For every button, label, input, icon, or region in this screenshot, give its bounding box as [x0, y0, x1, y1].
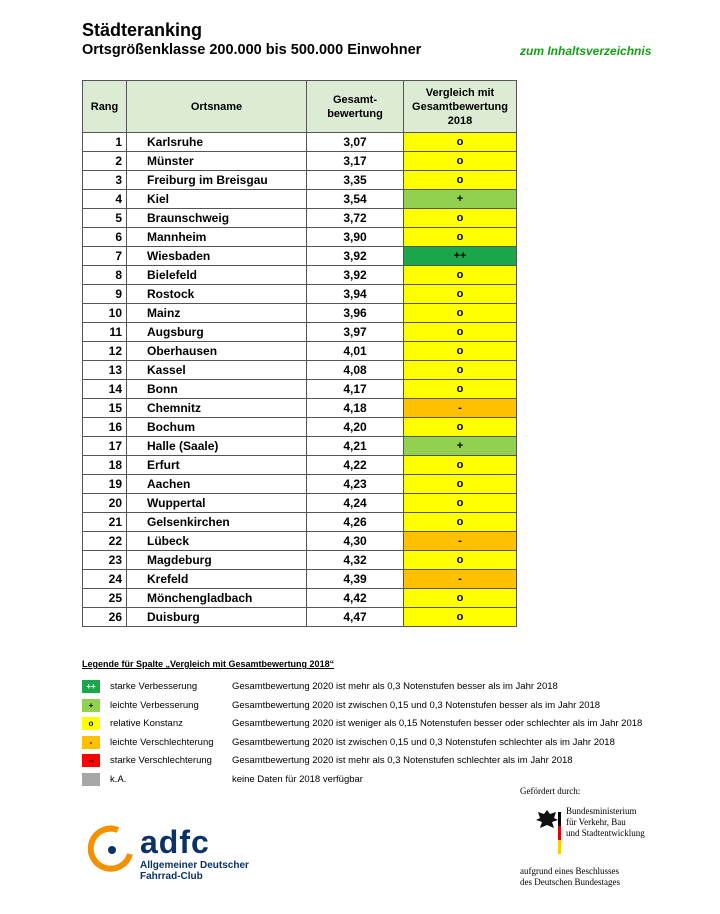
city-name-cell: Wuppertal: [127, 494, 307, 513]
score-cell: 4,17: [307, 380, 404, 399]
comparison-cell: o: [404, 152, 517, 171]
rang-cell: 6: [83, 228, 127, 247]
table-body: [83, 133, 517, 627]
city-name-cell: Augsburg: [127, 323, 307, 342]
comparison-cell: o: [404, 342, 517, 361]
header-ortsname: Ortsname: [127, 81, 307, 133]
comparison-cell: -: [404, 570, 517, 589]
comparison-cell: o: [404, 285, 517, 304]
legend-description: keine Daten für 2018 verfügbar: [232, 773, 363, 785]
table-row: [83, 323, 517, 342]
score-cell: 4,23: [307, 475, 404, 494]
city-name-cell: Mönchengladbach: [127, 589, 307, 608]
comparison-cell: -: [404, 532, 517, 551]
score-cell: 4,20: [307, 418, 404, 437]
header-rang: Rang: [83, 81, 127, 133]
table-row: [83, 494, 517, 513]
score-cell: 3,72: [307, 209, 404, 228]
city-name-cell: Münster: [127, 152, 307, 171]
score-cell: 4,26: [307, 513, 404, 532]
header-vgl-line1: Vergleich mit: [425, 86, 495, 99]
rang-cell: 24: [83, 570, 127, 589]
legend-swatch: -: [82, 736, 100, 749]
rang-cell: 17: [83, 437, 127, 456]
rang-cell: 9: [83, 285, 127, 304]
legend-description: Gesamtbewertung 2020 ist weniger als 0,15 Notenstufen besser oder schlechter als im Jahr 2018: [232, 718, 643, 729]
table-row: [83, 228, 517, 247]
comparison-cell: o: [404, 133, 517, 152]
rang-cell: 12: [83, 342, 127, 361]
comparison-cell: o: [404, 209, 517, 228]
city-name-cell: Kiel: [127, 190, 307, 209]
legend-label: leichte Verbesserung: [110, 699, 199, 711]
ministry-line2: für Verkehr, Bau: [566, 817, 626, 827]
rang-cell: 15: [83, 399, 127, 418]
score-cell: 3,07: [307, 133, 404, 152]
table-row: [83, 456, 517, 475]
table-row: [83, 513, 517, 532]
city-name-cell: Bochum: [127, 418, 307, 437]
score-cell: 3,17: [307, 152, 404, 171]
city-name-cell: Bielefeld: [127, 266, 307, 285]
city-name-cell: Magdeburg: [127, 551, 307, 570]
comparison-cell: o: [404, 171, 517, 190]
table-row: [83, 190, 517, 209]
comparison-cell: o: [404, 380, 517, 399]
comparison-cell: +: [404, 190, 517, 209]
city-name-cell: Erfurt: [127, 456, 307, 475]
adfc-sub-line2: Fahrrad-Club: [140, 871, 203, 882]
legend-label: relative Konstanz: [110, 718, 183, 729]
table-row: [83, 285, 517, 304]
table-header-row: [83, 81, 517, 133]
score-cell: 3,96: [307, 304, 404, 323]
rang-cell: 14: [83, 380, 127, 399]
table-row: [83, 361, 517, 380]
comparison-cell: o: [404, 551, 517, 570]
table-row: [83, 266, 517, 285]
city-name-cell: Duisburg: [127, 608, 307, 627]
header-vgl-line2: Gesamtbewertung: [412, 100, 508, 113]
score-cell: 4,32: [307, 551, 404, 570]
city-name-cell: Freiburg im Breisgau: [127, 171, 307, 190]
table-row: [83, 570, 517, 589]
rang-cell: 26: [83, 608, 127, 627]
city-name-cell: Mainz: [127, 304, 307, 323]
adfc-circle-icon: [88, 824, 136, 872]
table-row: [83, 399, 517, 418]
score-cell: 4,21: [307, 437, 404, 456]
score-cell: 4,39: [307, 570, 404, 589]
table-row: [83, 551, 517, 570]
basis-line1: aufgrund eines Beschlusses: [520, 866, 619, 876]
rang-cell: 13: [83, 361, 127, 380]
rang-cell: 19: [83, 475, 127, 494]
rang-cell: 3: [83, 171, 127, 190]
rang-cell: 23: [83, 551, 127, 570]
table-row: [83, 247, 517, 266]
adfc-sub-line1: Allgemeiner Deutscher: [140, 860, 249, 871]
rang-cell: 22: [83, 532, 127, 551]
comparison-cell: o: [404, 304, 517, 323]
table-row: [83, 133, 517, 152]
legend-label: starke Verschlechterung: [110, 755, 212, 766]
city-name-cell: Wiesbaden: [127, 247, 307, 266]
comparison-cell: o: [404, 608, 517, 627]
rang-cell: 10: [83, 304, 127, 323]
legend-swatch: +: [82, 699, 100, 712]
city-name-cell: Rostock: [127, 285, 307, 304]
table-row: [83, 380, 517, 399]
rang-cell: 11: [83, 323, 127, 342]
funding-label: Gefördert durch:: [520, 786, 581, 796]
ministry-logo: [532, 806, 645, 865]
score-cell: 4,22: [307, 456, 404, 475]
table-row: [83, 475, 517, 494]
legend-description: Gesamtbewertung 2020 ist mehr als 0,3 Notenstufen besser als im Jahr 2018: [232, 681, 558, 692]
header-vergleich: [404, 81, 517, 133]
rang-cell: 18: [83, 456, 127, 475]
city-name-cell: Aachen: [127, 475, 307, 494]
rang-cell: 1: [83, 133, 127, 152]
legend-label: k.A.: [110, 773, 127, 785]
score-cell: 3,92: [307, 266, 404, 285]
comparison-cell: o: [404, 418, 517, 437]
table-row: [83, 209, 517, 228]
comparison-cell: o: [404, 589, 517, 608]
page-subtitle: Ortsgrößenklasse 200.000 bis 500.000 Einwohner: [82, 42, 422, 58]
comparison-cell: o: [404, 513, 517, 532]
score-cell: 3,90: [307, 228, 404, 247]
comparison-cell: +: [404, 437, 517, 456]
legend-swatch: --: [82, 754, 100, 767]
city-name-cell: Oberhausen: [127, 342, 307, 361]
adfc-subtitle: [140, 860, 249, 882]
city-name-cell: Karlsruhe: [127, 133, 307, 152]
score-cell: 3,92: [307, 247, 404, 266]
header-gesamt-line1: Gesamt-: [332, 93, 378, 106]
bundestag-note: [520, 866, 620, 888]
rang-cell: 20: [83, 494, 127, 513]
table-row: [83, 589, 517, 608]
city-name-cell: Bonn: [127, 380, 307, 399]
table-row: [83, 342, 517, 361]
city-name-cell: Mannheim: [127, 228, 307, 247]
score-cell: 3,94: [307, 285, 404, 304]
table-row: [83, 608, 517, 627]
basis-line2: des Deutschen Bundestages: [520, 877, 620, 887]
ministry-name: [566, 806, 645, 839]
score-cell: 4,47: [307, 608, 404, 627]
comparison-cell: o: [404, 323, 517, 342]
table-row: [83, 171, 517, 190]
rang-cell: 8: [83, 266, 127, 285]
rang-cell: 2: [83, 152, 127, 171]
header-vgl-line3: 2018: [447, 114, 473, 127]
comparison-cell: -: [404, 399, 517, 418]
header-gesamtbewertung: [307, 81, 404, 133]
table-row: [83, 437, 517, 456]
rang-cell: 5: [83, 209, 127, 228]
legend-description: Gesamtbewertung 2020 ist zwischen 0,15 und 0,3 Notenstufen schlechter als im Jahr 2018: [232, 736, 615, 748]
table-row: [83, 532, 517, 551]
score-cell: 4,01: [307, 342, 404, 361]
legend-swatch: ++: [82, 680, 100, 693]
comparison-cell: o: [404, 494, 517, 513]
federal-eagle-flag-icon: [532, 806, 562, 860]
comparison-cell: o: [404, 266, 517, 285]
city-name-cell: Kassel: [127, 361, 307, 380]
adfc-logo: [88, 824, 249, 882]
legend-title: Legende für Spalte „Vergleich mit Gesamtbewertung 2018“: [82, 659, 335, 669]
score-cell: 4,08: [307, 361, 404, 380]
comparison-cell: o: [404, 475, 517, 494]
rang-cell: 25: [83, 589, 127, 608]
score-cell: 3,35: [307, 171, 404, 190]
rang-cell: 16: [83, 418, 127, 437]
table-row: [83, 152, 517, 171]
rang-cell: 21: [83, 513, 127, 532]
rang-cell: 7: [83, 247, 127, 266]
score-cell: 3,54: [307, 190, 404, 209]
city-name-cell: Krefeld: [127, 570, 307, 589]
legend-description: Gesamtbewertung 2020 ist zwischen 0,15 und 0,3 Notenstufen besser als im Jahr 2018: [232, 699, 601, 711]
table-row: [83, 304, 517, 323]
ranking-table: [82, 80, 517, 627]
legend-swatch: [82, 773, 100, 786]
comparison-cell: o: [404, 456, 517, 475]
comparison-cell: o: [404, 228, 517, 247]
city-name-cell: Lübeck: [127, 532, 307, 551]
toc-link[interactable]: zum Inhaltsverzeichnis: [520, 44, 652, 58]
legend-swatch: o: [82, 717, 100, 730]
city-name-cell: Braunschweig: [127, 209, 307, 228]
page-title: Städteranking: [82, 20, 203, 40]
table-row: [83, 418, 517, 437]
legend-label: starke Verbesserung: [110, 681, 198, 692]
score-cell: 3,97: [307, 323, 404, 342]
score-cell: 4,30: [307, 532, 404, 551]
ministry-line3: und Stadtentwicklung: [566, 828, 645, 838]
city-name-cell: Chemnitz: [127, 399, 307, 418]
comparison-cell: o: [404, 361, 517, 380]
ministry-line1: Bundesministerium: [566, 806, 637, 816]
comparison-cell: ++: [404, 247, 517, 266]
adfc-wordmark: adfc: [140, 824, 210, 860]
rang-cell: 4: [83, 190, 127, 209]
score-cell: 4,42: [307, 589, 404, 608]
score-cell: 4,18: [307, 399, 404, 418]
header-gesamt-line2: bewertung: [327, 107, 383, 120]
score-cell: 4,24: [307, 494, 404, 513]
city-name-cell: Halle (Saale): [127, 437, 307, 456]
city-name-cell: Gelsenkirchen: [127, 513, 307, 532]
legend-label: leichte Verschlechterung: [110, 736, 214, 748]
legend-description: Gesamtbewertung 2020 ist mehr als 0,3 Notenstufen schlechter als im Jahr 2018: [232, 755, 573, 766]
